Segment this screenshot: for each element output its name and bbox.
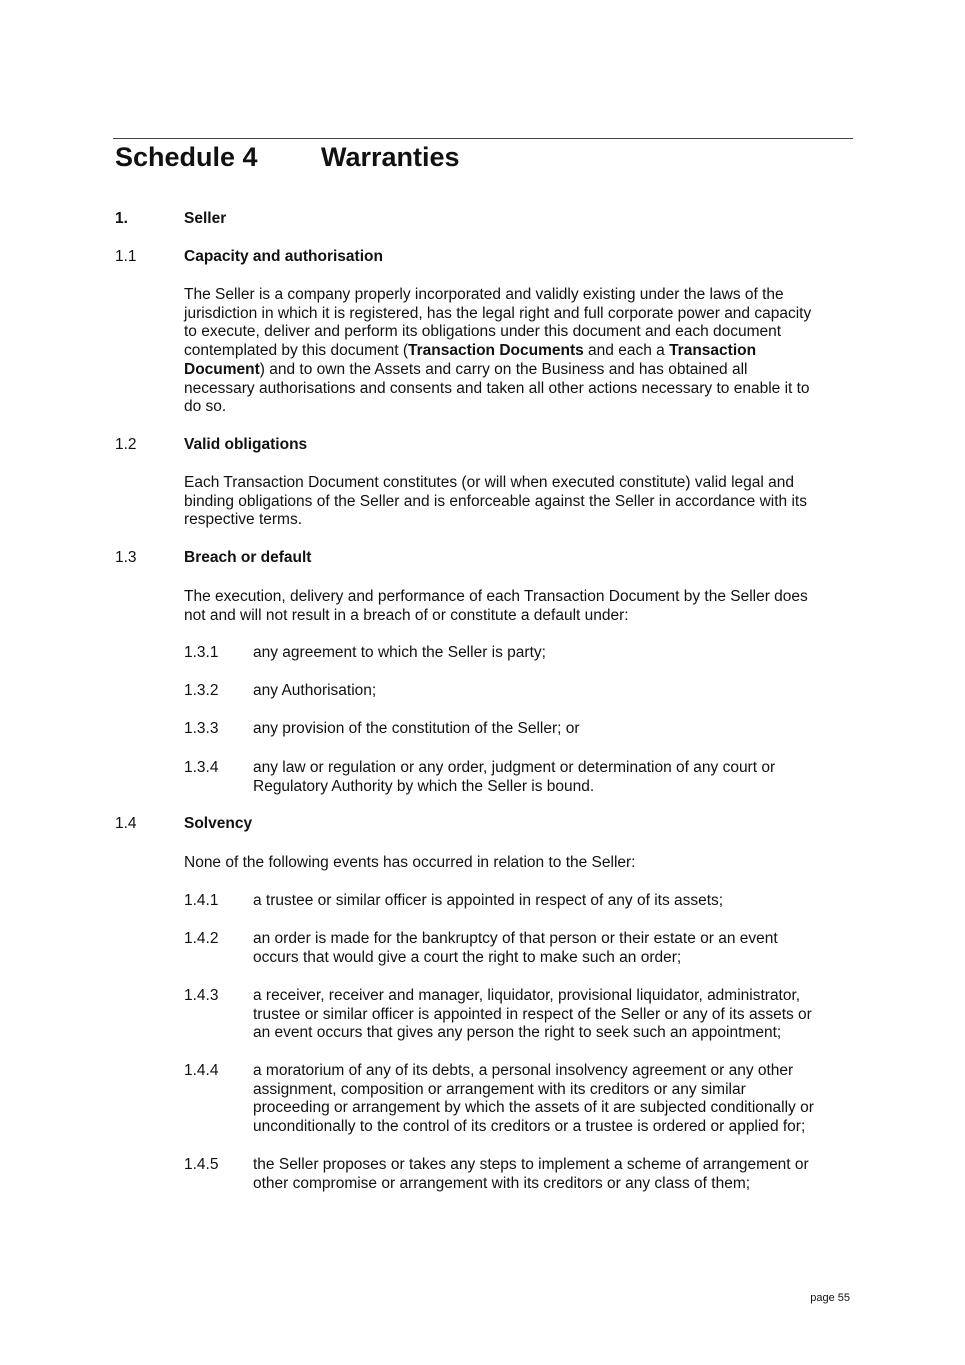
subclause-text (253, 987, 812, 1043)
subclause-number: 1.3.3 (184, 720, 219, 737)
paragraph-line: other compromise or arrangement with its creditors or any class of them; (253, 1174, 751, 1192)
subclause-text (253, 930, 778, 967)
paragraph-line (184, 361, 811, 380)
paragraph-line: a receiver, receiver and manager, liquidator, provisional liquidator, administrator, (253, 987, 801, 1004)
paragraph-line: not and will not result in a breach of or constitute a default under: (184, 606, 629, 624)
page-number: page 55 (810, 1292, 850, 1304)
text-run: contemplated by this document ( (184, 342, 409, 360)
paragraph-line: a moratorium of any of its debts, a personal insolvency agreement or any other (253, 1062, 794, 1079)
paragraph-line: The Seller is a company properly incorporated and validly existing under the laws of the (184, 286, 784, 303)
subclause-text (253, 1062, 814, 1137)
paragraph-line: jurisdiction in which it is registered, has the legal right and full corporate power and capacity (184, 304, 812, 322)
subclause-text (253, 1156, 809, 1193)
subclause-number: 1.4.5 (184, 1156, 219, 1173)
subclause-number: 1.4.4 (184, 1062, 219, 1079)
subclause-text (253, 644, 546, 663)
clause-paragraph: None of the following events has occurred in relation to the Seller: (184, 854, 636, 871)
paragraph-line: necessary authorisations and consents and taken all other actions necessary to enable it to (184, 379, 810, 397)
subclause-text (253, 682, 376, 701)
clause-title: Valid obligations (184, 436, 308, 453)
paragraph-line: any Authorisation; (253, 682, 377, 699)
paragraph-line: a trustee or similar officer is appointed in respect of any of its assets; (253, 892, 724, 909)
subclause-number: 1.4.2 (184, 930, 219, 947)
text-run: ) and to own the Assets and carry on the Business and has obtained all (259, 360, 748, 378)
clause-number: 1.2 (115, 436, 137, 453)
subclause-number: 1.4.3 (184, 987, 219, 1004)
subclause-text (253, 759, 775, 796)
schedule-number: Schedule 4 (115, 142, 258, 172)
subclause-text (253, 892, 723, 911)
paragraph-line: occurs that would give a court the right to make such an order; (253, 948, 682, 966)
clause-number: 1.1 (115, 248, 137, 265)
paragraph-line: Each Transaction Document constitutes (or will when executed constitute) valid legal and (184, 474, 794, 491)
subclause-number: 1.3.2 (184, 682, 219, 699)
paragraph-line: binding obligations of the Seller and is enforceable against the Seller in accordance with its (184, 492, 807, 510)
paragraph-line: The execution, delivery and performance of each Transaction Document by the Seller does (184, 588, 808, 605)
paragraph-line: assignment, composition or arrangement with its creditors or any similar (253, 1080, 746, 1098)
clause-title: Capacity and authorisation (184, 248, 383, 265)
section-number: 1. (115, 210, 128, 227)
paragraph-line: unconditionally to the control of its creditors or a trustee is ordered or applied for; (253, 1118, 806, 1136)
clause-paragraph (184, 286, 811, 417)
paragraph-line: Regulatory Authority by which the Seller is bound. (253, 777, 595, 795)
paragraph-line: an event occurs that gives any person the right to seek such an appointment; (253, 1024, 782, 1042)
clause-title: Breach or default (184, 549, 312, 566)
paragraph-line: any agreement to which the Seller is party; (253, 644, 546, 661)
defined-term: Transaction Documents (408, 342, 584, 360)
clause-number: 1.3 (115, 549, 137, 566)
clause-title: Solvency (184, 815, 253, 832)
text-run: and each a (583, 342, 670, 360)
schedule-title: Warranties (321, 142, 460, 172)
clause-paragraph (184, 588, 808, 625)
subclause-number: 1.4.1 (184, 892, 219, 909)
clause-number: 1.4 (115, 815, 137, 832)
paragraph-line (184, 342, 811, 361)
paragraph-line: respective terms. (184, 511, 303, 529)
paragraph-line: to execute, deliver and perform its obligations under this document and each document (184, 323, 782, 341)
paragraph-line: proceeding or arrangement by which the assets of it are subjected conditionally or (253, 1099, 814, 1117)
paragraph-line: an order is made for the bankruptcy of that person or their estate or an event (253, 930, 778, 947)
clause-paragraph (184, 474, 807, 530)
subclause-text (253, 720, 580, 739)
paragraph-line: any law or regulation or any order, judgment or determination of any court or (253, 759, 776, 776)
subclause-number: 1.3.1 (184, 644, 219, 661)
defined-term: Document (184, 360, 260, 378)
paragraph-line: trustee or similar officer is appointed in respect of the Seller or any of its assets or (253, 1005, 812, 1023)
section-title: Seller (184, 210, 227, 227)
defined-term: Transaction (669, 342, 757, 360)
subclause-number: 1.3.4 (184, 759, 219, 776)
paragraph-line: do so. (184, 398, 227, 416)
paragraph-line: the Seller proposes or takes any steps to implement a scheme of arrangement or (253, 1156, 809, 1173)
paragraph-line: any provision of the constitution of the Seller; or (253, 720, 580, 737)
